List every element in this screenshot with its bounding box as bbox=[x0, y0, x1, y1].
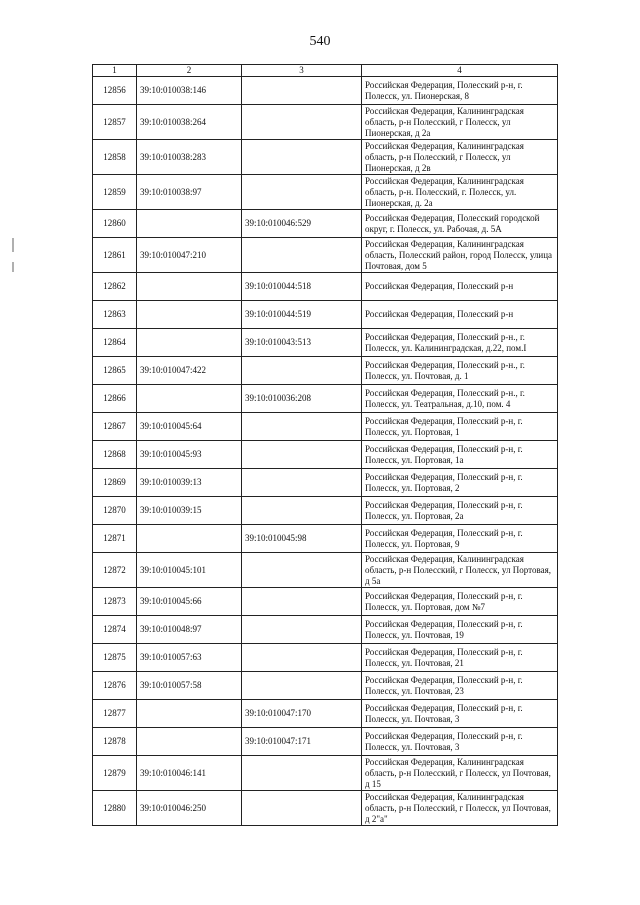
scan-edge-mark bbox=[12, 262, 14, 272]
address-cell: Российская Федерация, Полесский р-н, г. Полесск, ул. Портовая, 1 bbox=[362, 413, 558, 441]
row-number-cell: 12861 bbox=[93, 238, 137, 273]
table-row bbox=[93, 357, 558, 385]
table-row bbox=[93, 238, 558, 273]
table-row bbox=[93, 672, 558, 700]
cadastral-number-cell: 39:10:010038:146 bbox=[137, 77, 242, 105]
table-row bbox=[93, 413, 558, 441]
table-row bbox=[93, 77, 558, 105]
cadastral-number-cell: 39:10:010039:13 bbox=[137, 469, 242, 497]
cadastral-number-cell: 39:10:010057:63 bbox=[137, 644, 242, 672]
row-number-cell: 12866 bbox=[93, 385, 137, 413]
cadastral-number-cell bbox=[137, 329, 242, 357]
address-cell: Российская Федерация, Калининградская область, р-н Полесский, г Полесск, ул Пионерская, д 2а bbox=[362, 105, 558, 140]
related-cadastral-number-cell bbox=[242, 644, 362, 672]
address-cell: Российская Федерация, Полесский р-н, г. Полесск, ул. Портовая, 1а bbox=[362, 441, 558, 469]
table-row bbox=[93, 105, 558, 140]
related-cadastral-number-cell bbox=[242, 588, 362, 616]
address-cell: Российская Федерация, Калининградская область, р-н Полесский, г Полесск, ул Почтовая, д 15 bbox=[362, 756, 558, 791]
table-row bbox=[93, 140, 558, 175]
row-number-cell: 12857 bbox=[93, 105, 137, 140]
cadastral-number-cell: 39:10:010045:101 bbox=[137, 553, 242, 588]
address-cell: Российская Федерация, Калининградская область, Полесский район, город Полесск, улица Почтовая, дом 5 bbox=[362, 238, 558, 273]
row-number-cell: 12879 bbox=[93, 756, 137, 791]
cadastral-number-cell bbox=[137, 385, 242, 413]
cadastral-number-cell: 39:10:010038:264 bbox=[137, 105, 242, 140]
cadastral-number-cell: 39:10:010047:422 bbox=[137, 357, 242, 385]
related-cadastral-number-cell bbox=[242, 105, 362, 140]
row-number-cell: 12870 bbox=[93, 497, 137, 525]
row-number-cell: 12858 bbox=[93, 140, 137, 175]
table-row bbox=[93, 497, 558, 525]
cadastral-number-cell: 39:10:010045:93 bbox=[137, 441, 242, 469]
related-cadastral-number-cell: 39:10:010036:208 bbox=[242, 385, 362, 413]
related-cadastral-number-cell bbox=[242, 413, 362, 441]
row-number-cell: 12856 bbox=[93, 77, 137, 105]
cadastral-number-cell: 39:10:010045:66 bbox=[137, 588, 242, 616]
address-cell: Российская Федерация, Полесский р-н, г. Полесск, ул. Портовая, 9 bbox=[362, 525, 558, 553]
table-row bbox=[93, 273, 558, 301]
related-cadastral-number-cell bbox=[242, 77, 362, 105]
registry-table bbox=[92, 64, 558, 826]
related-cadastral-number-cell: 39:10:010044:518 bbox=[242, 273, 362, 301]
table-row bbox=[93, 329, 558, 357]
row-number-cell: 12865 bbox=[93, 357, 137, 385]
cadastral-number-cell: 39:10:010046:250 bbox=[137, 791, 242, 826]
table-row bbox=[93, 385, 558, 413]
cadastral-number-cell: 39:10:010039:15 bbox=[137, 497, 242, 525]
row-number-cell: 12863 bbox=[93, 301, 137, 329]
related-cadastral-number-cell bbox=[242, 616, 362, 644]
related-cadastral-number-cell bbox=[242, 756, 362, 791]
cadastral-number-cell: 39:10:010046:141 bbox=[137, 756, 242, 791]
address-cell: Российская Федерация, Калининградская область, р-н Полесский, г Полесск, ул Почтовая, д 2"а" bbox=[362, 791, 558, 826]
column-header: 2 bbox=[137, 65, 242, 77]
address-cell: Российская Федерация, Полесский р-н, г. Полесск, ул. Портовая, 2а bbox=[362, 497, 558, 525]
row-number-cell: 12862 bbox=[93, 273, 137, 301]
row-number-cell: 12880 bbox=[93, 791, 137, 826]
address-cell: Российская Федерация, Калининградская область, р-н. Полесский, г. Полесск, ул. Пионерская, д. 2а bbox=[362, 175, 558, 210]
related-cadastral-number-cell: 39:10:010046:529 bbox=[242, 210, 362, 238]
related-cadastral-number-cell: 39:10:010044:519 bbox=[242, 301, 362, 329]
table-row bbox=[93, 441, 558, 469]
table-row bbox=[93, 616, 558, 644]
cadastral-number-cell bbox=[137, 273, 242, 301]
table-row bbox=[93, 525, 558, 553]
cadastral-number-cell: 39:10:010038:283 bbox=[137, 140, 242, 175]
related-cadastral-number-cell bbox=[242, 791, 362, 826]
header-row bbox=[93, 65, 558, 77]
row-number-cell: 12876 bbox=[93, 672, 137, 700]
table-row bbox=[93, 791, 558, 826]
address-cell: Российская Федерация, Полесский р-н, г. Полесск, ул. Почтовая, 3 bbox=[362, 728, 558, 756]
cadastral-number-cell bbox=[137, 728, 242, 756]
table-row bbox=[93, 553, 558, 588]
table-row bbox=[93, 588, 558, 616]
related-cadastral-number-cell: 39:10:010043:513 bbox=[242, 329, 362, 357]
table-row bbox=[93, 644, 558, 672]
column-header: 1 bbox=[93, 65, 137, 77]
table-row bbox=[93, 469, 558, 497]
address-cell: Российская Федерация, Полесский р-н, г. Полесск, ул. Почтовая, 23 bbox=[362, 672, 558, 700]
related-cadastral-number-cell bbox=[242, 441, 362, 469]
cadastral-number-cell: 39:10:010045:64 bbox=[137, 413, 242, 441]
row-number-cell: 12859 bbox=[93, 175, 137, 210]
related-cadastral-number-cell bbox=[242, 497, 362, 525]
cadastral-number-cell bbox=[137, 525, 242, 553]
row-number-cell: 12874 bbox=[93, 616, 137, 644]
address-cell: Российская Федерация, Полесский р-н, г. Полесск, ул. Пионерская, 8 bbox=[362, 77, 558, 105]
row-number-cell: 12868 bbox=[93, 441, 137, 469]
cadastral-number-cell: 39:10:010047:210 bbox=[137, 238, 242, 273]
row-number-cell: 12878 bbox=[93, 728, 137, 756]
column-header: 3 bbox=[242, 65, 362, 77]
table-row bbox=[93, 756, 558, 791]
address-cell: Российская Федерация, Полесский р-н, г. Полесск, ул. Портовая, 2 bbox=[362, 469, 558, 497]
related-cadastral-number-cell bbox=[242, 357, 362, 385]
row-number-cell: 12869 bbox=[93, 469, 137, 497]
cadastral-number-cell bbox=[137, 210, 242, 238]
related-cadastral-number-cell: 39:10:010047:171 bbox=[242, 728, 362, 756]
address-cell: Российская Федерация, Полесский р-н., г. Полесск, ул. Театральная, д.10, пом. 4 bbox=[362, 385, 558, 413]
table-row bbox=[93, 210, 558, 238]
address-cell: Российская Федерация, Полесский р-н., г. Полесск, ул. Почтовая, д. 1 bbox=[362, 357, 558, 385]
column-header: 4 bbox=[362, 65, 558, 77]
address-cell: Российская Федерация, Полесский р-н, г. Полесск, ул. Почтовая, 3 bbox=[362, 700, 558, 728]
table-row bbox=[93, 728, 558, 756]
row-number-cell: 12877 bbox=[93, 700, 137, 728]
address-cell: Российская Федерация, Полесский городской округ, г. Полесск, ул. Рабочая, д. 5А bbox=[362, 210, 558, 238]
address-cell: Российская Федерация, Полесский р-н bbox=[362, 273, 558, 301]
address-cell: Российская Федерация, Полесский р-н, г. Полесск, ул. Почтовая, 21 bbox=[362, 644, 558, 672]
address-cell: Российская Федерация, Полесский р-н, г. Полесск, ул. Почтовая, 19 bbox=[362, 616, 558, 644]
related-cadastral-number-cell bbox=[242, 469, 362, 497]
row-number-cell: 12864 bbox=[93, 329, 137, 357]
related-cadastral-number-cell bbox=[242, 672, 362, 700]
related-cadastral-number-cell: 39:10:010047:170 bbox=[242, 700, 362, 728]
related-cadastral-number-cell bbox=[242, 175, 362, 210]
address-cell: Российская Федерация, Полесский р-н., г. Полесск, ул. Калининградская, д.22, пом.I bbox=[362, 329, 558, 357]
row-number-cell: 12860 bbox=[93, 210, 137, 238]
address-cell: Российская Федерация, Полесский р-н bbox=[362, 301, 558, 329]
related-cadastral-number-cell bbox=[242, 140, 362, 175]
related-cadastral-number-cell bbox=[242, 238, 362, 273]
cadastral-number-cell bbox=[137, 301, 242, 329]
row-number-cell: 12875 bbox=[93, 644, 137, 672]
related-cadastral-number-cell bbox=[242, 553, 362, 588]
row-number-cell: 12872 bbox=[93, 553, 137, 588]
row-number-cell: 12873 bbox=[93, 588, 137, 616]
address-cell: Российская Федерация, Калининградская область, р-н Полесский, г Полесск, ул Портовая, д 5а bbox=[362, 553, 558, 588]
table-row bbox=[93, 301, 558, 329]
table-row bbox=[93, 700, 558, 728]
row-number-cell: 12871 bbox=[93, 525, 137, 553]
row-number-cell: 12867 bbox=[93, 413, 137, 441]
cadastral-number-cell: 39:10:010038:97 bbox=[137, 175, 242, 210]
address-cell: Российская Федерация, Полесский р-н, г. Полесск, ул. Портовая, дом №7 bbox=[362, 588, 558, 616]
cadastral-number-cell: 39:10:010057:58 bbox=[137, 672, 242, 700]
scan-edge-mark bbox=[12, 238, 14, 252]
cadastral-number-cell bbox=[137, 700, 242, 728]
related-cadastral-number-cell: 39:10:010045:98 bbox=[242, 525, 362, 553]
page-number: 540 bbox=[309, 34, 331, 49]
cadastral-number-cell: 39:10:010048:97 bbox=[137, 616, 242, 644]
address-cell: Российская Федерация, Калининградская область, р-н Полесский, г Полесск, ул Пионерская, д 2в bbox=[362, 140, 558, 175]
table-row bbox=[93, 175, 558, 210]
